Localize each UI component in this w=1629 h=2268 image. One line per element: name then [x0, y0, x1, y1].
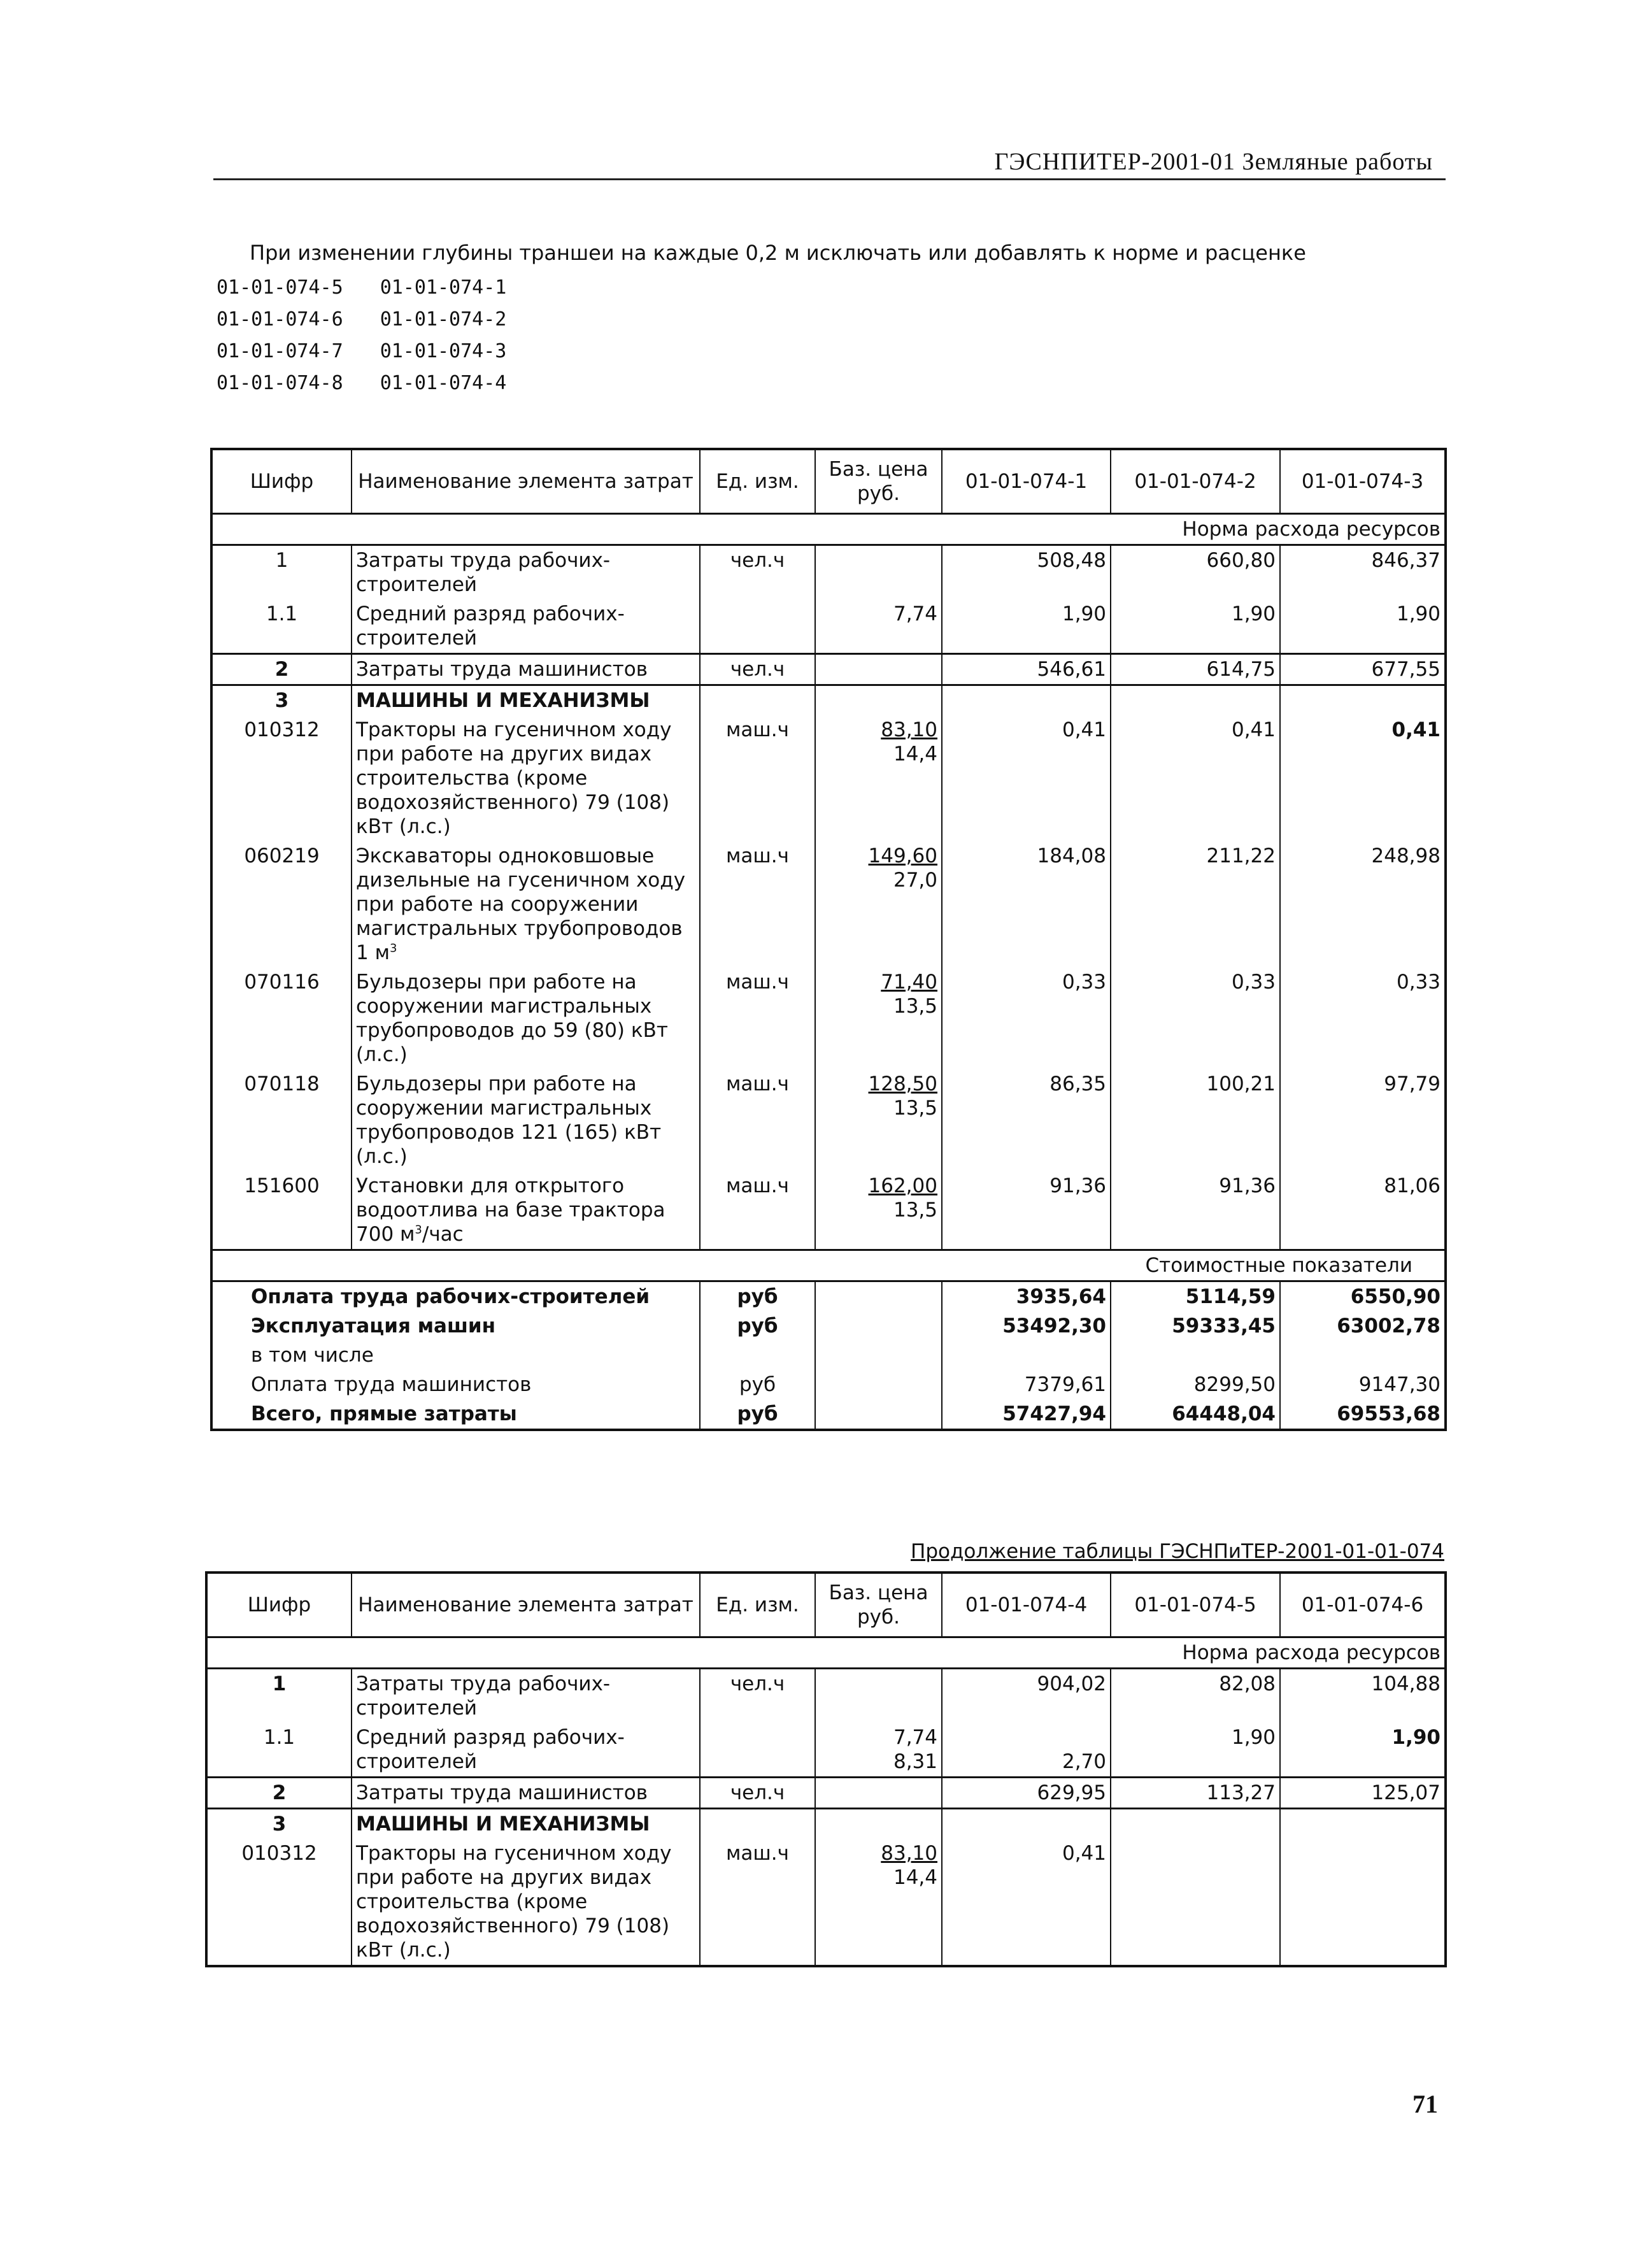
col-header: 01-01-074-2 [1111, 449, 1280, 514]
cost-unit: руб [700, 1370, 815, 1399]
mapping-from: 01-01-074-8 [217, 371, 343, 394]
section-row [211, 514, 1446, 545]
col-header: Шифр [211, 449, 352, 514]
price-value: 162,00 [868, 1174, 937, 1197]
cell-code: 3 [211, 685, 352, 716]
cell-unit [700, 599, 815, 654]
section-costs-label: Стоимостные показатели [211, 1250, 1446, 1281]
table-header-row [211, 449, 1446, 514]
cell-unit: чел.ч [700, 654, 815, 685]
mapping-list [217, 275, 543, 403]
cell-unit: чел.ч [700, 1669, 815, 1723]
cell-price [815, 1171, 942, 1250]
price-value: 83,10 [881, 1842, 937, 1865]
cell-code: 070118 [244, 1073, 320, 1095]
cost-value: 7379,61 [942, 1370, 1111, 1399]
cell-name: Тракторы на гусеничном ходу при работе на других видах строительства (кроме водохозяйственного) 79 (108) кВт (л.с.) [352, 1839, 700, 1966]
norms-table-2 [205, 1571, 1447, 1967]
header-title: ГЭСНПИТЕР-2001-01 Земляные работы [994, 148, 1433, 175]
cell-code: 1.1 [266, 603, 298, 625]
cell-value: 0,41 [1111, 715, 1280, 841]
col-header: 01-01-074-6 [1280, 1573, 1446, 1637]
cell-value: 81,06 [1280, 1171, 1446, 1250]
cell-code: 151600 [244, 1174, 320, 1197]
cell-name: Затраты труда рабочих-строителей [352, 545, 700, 600]
col-header: Ед. изм. [700, 449, 815, 514]
cell-code: 3 [206, 1809, 352, 1839]
cell-code: 010312 [244, 718, 320, 741]
mapping-row [217, 275, 543, 307]
col-header: Баз. цена руб. [815, 1573, 942, 1637]
cell-value: 86,35 [942, 1069, 1111, 1171]
mapping-row [217, 339, 543, 371]
cell-value: 113,27 [1111, 1778, 1280, 1809]
cell-price [815, 545, 942, 600]
col-header: Наименование элемента затрат [352, 449, 700, 514]
cell-price [815, 967, 942, 1069]
cell-value: 1,90 [1111, 1723, 1280, 1778]
cost-label: Оплата труда рабочих-строителей [251, 1285, 650, 1308]
price-value: 128,50 [868, 1073, 937, 1095]
cost-row [211, 1399, 1446, 1430]
norms-table-1 [210, 448, 1447, 1431]
cost-label: Эксплуатация машин [251, 1315, 496, 1337]
cost-unit: руб [700, 1281, 815, 1312]
table-row [211, 545, 1446, 600]
running-header [213, 148, 1446, 180]
cell-value: 677,55 [1280, 654, 1446, 685]
price-wage: 13,5 [893, 1097, 937, 1120]
superscript: 3 [415, 1223, 422, 1237]
superscript: 3 [389, 941, 397, 955]
cost-value: 64448,04 [1111, 1399, 1280, 1430]
price-wage: 13,5 [893, 995, 937, 1018]
col-header: 01-01-074-3 [1280, 449, 1446, 514]
mapping-from: 01-01-074-6 [217, 308, 343, 331]
cell-code: 1 [275, 549, 288, 572]
cell-value: 1,90 [942, 599, 1111, 654]
cell-value [1111, 1839, 1280, 1966]
table-row [206, 1839, 1446, 1966]
table-row [211, 967, 1446, 1069]
cell-code: 010312 [241, 1842, 317, 1865]
cell-name: МАШИНЫ И МЕХАНИЗМЫ [352, 685, 700, 716]
cell-price [815, 841, 942, 967]
col-header: Наименование элемента затрат [352, 1573, 700, 1637]
price-wage: 14,4 [893, 743, 937, 766]
mapping-to: 01-01-074-4 [380, 371, 507, 394]
cost-row [211, 1311, 1446, 1341]
cost-value: 5114,59 [1111, 1281, 1280, 1312]
price-wage: 27,0 [893, 869, 937, 892]
table-row [206, 1809, 1446, 1839]
cell-code: 1.1 [263, 1726, 295, 1749]
cost-value: 59333,45 [1111, 1311, 1280, 1341]
cost-value: 53492,30 [942, 1311, 1111, 1341]
cell-value: 0,33 [1111, 967, 1280, 1069]
cost-label: Всего, прямые затраты [251, 1402, 517, 1425]
cell-value: 614,75 [1111, 654, 1280, 685]
mapping-to: 01-01-074-3 [380, 339, 507, 362]
cell-value: 0,33 [1280, 967, 1446, 1069]
cell-price [815, 1723, 942, 1778]
mapping-to: 01-01-074-2 [380, 308, 507, 331]
cell-name: МАШИНЫ И МЕХАНИЗМЫ [352, 1809, 700, 1839]
cell-value: 660,80 [1111, 545, 1280, 600]
cell-value: 97,79 [1280, 1069, 1446, 1171]
cell-code: 060219 [244, 845, 320, 867]
caption-text: Продолжение таблицы ГЭСНПиТЕР-2001-01-01-074 [911, 1540, 1444, 1563]
section-row [211, 1250, 1446, 1281]
cost-value: 8299,50 [1111, 1370, 1280, 1399]
cell-price [815, 1778, 942, 1809]
cell-price [815, 1839, 942, 1966]
cell-value: 104,88 [1280, 1669, 1446, 1723]
cost-row [211, 1281, 1446, 1312]
cell-unit: маш.ч [700, 1069, 815, 1171]
section-norms-label: Норма расхода ресурсов [211, 514, 1446, 545]
mapping-from: 01-01-074-7 [217, 339, 343, 362]
cell-value: 82,08 [1111, 1669, 1280, 1723]
cell-unit [700, 1723, 815, 1778]
cost-row [211, 1370, 1446, 1399]
cell-value: 248,98 [1280, 841, 1446, 967]
table-header-row [206, 1573, 1446, 1637]
cell-price [815, 715, 942, 841]
cell-value: 1,90 [1111, 599, 1280, 654]
cell-name: Бульдозеры при работе на сооружении магистральных трубопроводов 121 (165) кВт (л.с.) [352, 1069, 700, 1171]
table-row [211, 685, 1446, 716]
table-row [211, 841, 1446, 967]
cost-value: 3935,64 [942, 1281, 1111, 1312]
cell-unit: чел.ч [700, 1778, 815, 1809]
col-header: 01-01-074-5 [1111, 1573, 1280, 1637]
cell-code: 1 [272, 1672, 287, 1695]
col-header: Баз. цена руб. [815, 449, 942, 514]
cell-value: 91,36 [1111, 1171, 1280, 1250]
cell-name [352, 841, 700, 967]
cell-unit: маш.ч [700, 1839, 815, 1966]
cell-unit: чел.ч [700, 545, 815, 600]
table-continuation-caption [911, 1540, 1444, 1563]
cell-value: 0,41 [942, 1839, 1111, 1966]
section-row [206, 1637, 1446, 1669]
cost-unit: руб [700, 1399, 815, 1430]
price-value: 149,60 [868, 845, 937, 867]
mapping-row [217, 307, 543, 339]
price-wage: 14,4 [893, 1866, 937, 1889]
col-header: 01-01-074-4 [942, 1573, 1111, 1637]
name-text: Экскаваторы одноковшовые дизельные на гусеничном ходу при работе на сооружении магистральных трубопроводов 1 м [356, 845, 686, 964]
cell-value: 846,37 [1280, 545, 1446, 600]
mapping-to: 01-01-074-1 [380, 276, 507, 299]
cell-name: Бульдозеры при работе на сооружении магистральных трубопроводов до 59 (80) кВт (л.с.) [352, 967, 700, 1069]
cell-value: 91,36 [942, 1171, 1111, 1250]
col-header: 01-01-074-1 [942, 449, 1111, 514]
cell-name: Тракторы на гусеничном ходу при работе на других видах строительства (кроме водохозяйственного) 79 (108) кВт (л.с.) [352, 715, 700, 841]
price-value: 71,40 [881, 971, 937, 994]
cell-unit: маш.ч [700, 715, 815, 841]
cell-value: 0,33 [942, 967, 1111, 1069]
table-row [206, 1778, 1446, 1809]
cell-name: Затраты труда рабочих-строителей [352, 1669, 700, 1723]
price-value: 7,74 [893, 1726, 937, 1749]
cell-value: 100,21 [1111, 1069, 1280, 1171]
cost-row [211, 1341, 1446, 1370]
table-row [211, 599, 1446, 654]
depth-note: При изменении глубины траншеи на каждые 0,2 м исключать или добавлять к норме и расценке [250, 241, 1306, 265]
cell-value: 0,41 [942, 715, 1111, 841]
cell-value [942, 1723, 1111, 1778]
cell-value: 629,95 [942, 1778, 1111, 1809]
cell-code: 2 [206, 1778, 352, 1809]
table-row [211, 654, 1446, 685]
price-value-2: 8,31 [893, 1750, 937, 1773]
cell-value: 904,02 [942, 1669, 1111, 1723]
table-row [211, 1069, 1446, 1171]
cell-value: 184,08 [942, 841, 1111, 967]
price-value: 83,10 [881, 718, 937, 741]
cell-unit: маш.ч [700, 1171, 815, 1250]
cost-label: в том числе [251, 1344, 374, 1367]
value-text: 2,70 [1062, 1750, 1106, 1773]
cell-value: 1,90 [1280, 599, 1446, 654]
name-text-end: /час [422, 1223, 464, 1246]
table-row [211, 1171, 1446, 1250]
cell-unit: маш.ч [700, 967, 815, 1069]
name-text: Установки для открытого водоотлива на базе трактора 700 м [356, 1174, 665, 1246]
cost-value: 6550,90 [1280, 1281, 1446, 1312]
cost-value: 57427,94 [942, 1399, 1111, 1430]
cell-price [815, 1069, 942, 1171]
cell-value [1280, 1839, 1446, 1966]
cell-code: 070116 [244, 971, 320, 994]
cell-name: Средний разряд рабочих-строителей [352, 599, 700, 654]
cell-price: 7,74 [815, 599, 942, 654]
cell-value: 508,48 [942, 545, 1111, 600]
cell-value: 0,41 [1280, 715, 1446, 841]
cell-value: 546,61 [942, 654, 1111, 685]
page-number: 71 [1412, 2090, 1438, 2118]
cell-price [815, 654, 942, 685]
table-row [211, 715, 1446, 841]
cost-value: 69553,68 [1280, 1399, 1446, 1430]
mapping-row [217, 371, 543, 403]
cell-name: Затраты труда машинистов [352, 654, 700, 685]
section-norms-label: Норма расхода ресурсов [206, 1637, 1446, 1669]
price-wage: 13,5 [893, 1199, 937, 1222]
cell-code: 2 [211, 654, 352, 685]
cell-value: 1,90 [1280, 1723, 1446, 1778]
cell-name: Затраты труда машинистов [352, 1778, 700, 1809]
cell-value: 211,22 [1111, 841, 1280, 967]
cost-value: 9147,30 [1280, 1370, 1446, 1399]
cell-unit: маш.ч [700, 841, 815, 967]
cost-value: 63002,78 [1280, 1311, 1446, 1341]
cost-unit: руб [700, 1311, 815, 1341]
cell-value: 125,07 [1280, 1778, 1446, 1809]
cell-name [352, 1171, 700, 1250]
col-header: Ед. изм. [700, 1573, 815, 1637]
col-header: Шифр [206, 1573, 352, 1637]
table-row [206, 1669, 1446, 1723]
cell-name: Средний разряд рабочих-строителей [352, 1723, 700, 1778]
mapping-from: 01-01-074-5 [217, 276, 343, 299]
cost-label: Оплата труда машинистов [251, 1373, 532, 1396]
cell-price [815, 1669, 942, 1723]
table-row [206, 1723, 1446, 1778]
